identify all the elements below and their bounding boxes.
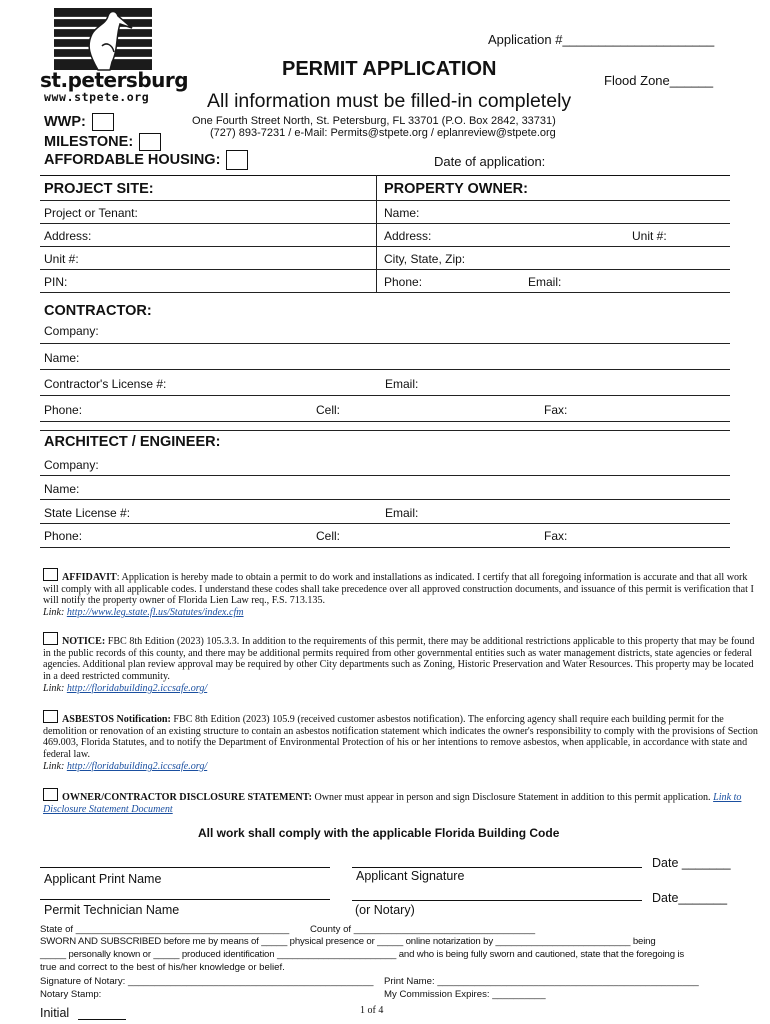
milestone-label: MILESTONE: xyxy=(44,133,134,150)
contractor-row-1 xyxy=(40,319,730,344)
contractor-row-2 xyxy=(40,343,730,370)
office-contact: (727) 893-7231 / e-Mail: Permits@stpete.org / eplanreview@stpete.org xyxy=(210,127,556,139)
notary-sworn-line[interactable]: SWORN AND SUBSCRIBED before me by means of _____ physical presence or _____ online notarization by __________________________ being xyxy=(40,936,656,947)
project-or-tenant-field[interactable]: Project or Tenant: xyxy=(44,206,138,220)
owner-city-state-zip-field[interactable]: City, State, Zip: xyxy=(384,252,466,266)
affordable-housing-label: AFFORDABLE HOUSING: xyxy=(44,151,221,168)
applicant-print-label: Applicant Print Name xyxy=(44,872,162,886)
architect-name-field[interactable]: Name: xyxy=(44,482,80,496)
wwp-label: WWP: xyxy=(44,113,86,130)
notice-paragraph xyxy=(43,632,763,695)
milestone-field xyxy=(44,133,161,151)
notary-stamp-label: Notary Stamp: xyxy=(40,989,102,1000)
owner-email-field[interactable]: Email: xyxy=(528,275,562,289)
milestone-checkbox[interactable] xyxy=(139,133,161,151)
logo-city-name: st.petersburg xyxy=(40,68,189,92)
tech-print-label: Permit Technician Name xyxy=(44,903,180,917)
notary-county[interactable]: County of __________________________________ xyxy=(310,924,536,935)
contractor-license-field[interactable]: Contractor's License #: xyxy=(44,377,167,391)
architect-cell-field[interactable]: Cell: xyxy=(316,529,341,543)
site-pin-field[interactable]: PIN: xyxy=(44,275,68,289)
contractor-company-field[interactable]: Company: xyxy=(44,324,99,338)
architect-phone-field[interactable]: Phone: xyxy=(44,529,83,543)
application-number[interactable]: Application #_____________________ xyxy=(488,32,715,47)
affidavit-text: : Application is hereby made to obtain a permit to do work and installations as indicated. I certify that all foregoing information is accurate and that all work will comply with all applicable codes. I understand these codes shall take precedence over all approved construction documents, and issuance of this permit is verification that I will notify the property owner of Florida Lien Law req., F.S. 713.135. xyxy=(43,572,754,607)
notice-checkbox[interactable] xyxy=(43,632,58,645)
notary-signature-line[interactable] xyxy=(352,900,642,901)
flood-zone[interactable]: Flood Zone______ xyxy=(604,73,714,88)
office-address: One Fourth Street North, St. Petersburg, FL 33701 (P.O. Box 2842, 33731) xyxy=(192,115,556,127)
affordable-housing-checkbox[interactable] xyxy=(226,150,248,170)
page-title: PERMIT APPLICATION xyxy=(282,58,497,80)
notice-link[interactable]: http://floridabuilding2.iccsafe.org/ xyxy=(66,682,208,694)
architect-email-field[interactable]: Email: xyxy=(385,506,419,520)
applicant-signature-label: Applicant Signature xyxy=(356,869,465,883)
contractor-row-4 xyxy=(40,395,730,422)
contractor-email-field[interactable]: Email: xyxy=(385,377,419,391)
architect-row-2 xyxy=(40,475,730,500)
initial-label: Initial xyxy=(40,1006,70,1020)
page-number: 1 of 4 xyxy=(360,1005,384,1016)
wwp-checkbox[interactable] xyxy=(92,113,114,131)
asbestos-paragraph xyxy=(43,710,763,773)
property-owner-title: PROPERTY OWNER: xyxy=(384,181,528,197)
wwp-field xyxy=(44,113,114,131)
owner-phone-field[interactable]: Phone: xyxy=(384,275,423,289)
contractor-cell-field[interactable]: Cell: xyxy=(316,403,341,417)
contractor-name-field[interactable]: Name: xyxy=(44,351,80,365)
site-owner-header-line xyxy=(40,200,730,201)
asbestos-link[interactable]: http://floridabuilding2.iccsafe.org/ xyxy=(66,760,208,772)
asbestos-text: FBC 8th Edition (2023) 105.9 (received customer asbestos notification). The enforcing agency shall require each building permit for the demolition or renovation of an existing structure to contain an asbestos notification statement which indicates the owner's responsibility to comply with the provisions of Section 469.003, Florida Statutes, and to notify the Department of Environmental Protection of his or her intentions to remove asbestos, when applicable, in accordance with state and federal law. xyxy=(43,714,758,761)
architect-title: ARCHITECT / ENGINEER: xyxy=(44,434,221,450)
architect-row-4 xyxy=(40,523,730,548)
architect-top-border xyxy=(40,430,730,431)
applicant-signature-line[interactable] xyxy=(352,867,642,868)
disclosure-paragraph xyxy=(43,788,763,815)
affidavit-checkbox[interactable] xyxy=(43,568,58,581)
contractor-fax-field[interactable]: Fax: xyxy=(544,403,568,417)
contractor-title: CONTRACTOR: xyxy=(44,303,152,319)
affidavit-link-label: Link: xyxy=(43,607,67,619)
affidavit-title: AFFIDAVIT xyxy=(62,572,117,583)
notary-print-name-field[interactable]: Print Name: _________________________________________________ xyxy=(384,976,699,987)
notary-signature-field[interactable]: Signature of Notary: ______________________________________________ xyxy=(40,976,374,987)
subtitle: All information must be filled-in completely xyxy=(207,90,572,112)
disclosure-title: OWNER/CONTRACTOR DISCLOSURE STATEMENT: xyxy=(62,792,312,803)
affidavit-paragraph xyxy=(43,568,763,619)
owner-address-field[interactable]: Address: xyxy=(384,229,432,243)
affordable-housing-field xyxy=(44,150,248,170)
asbestos-checkbox[interactable] xyxy=(43,710,58,723)
disclosure-link[interactable]: Link to Disclosure Statement Document xyxy=(43,792,742,815)
notice-text: FBC 8th Edition (2023) 105.3.3. In addition to the requirements of this permit, there may be additional restrictions applicable to this property that may be found in the public records of this county, and there may be additional permits required from other governmental entities such as water management districts, state agencies or federal agencies. Additional plan review approval may be required by other City departments such as Zoning, Historic Preservation and Water Resources. This property may be located in a deed restricted community. xyxy=(43,636,755,683)
date-field-1[interactable]: Date _______ xyxy=(652,856,731,870)
owner-unit-field[interactable]: Unit #: xyxy=(632,229,667,243)
disclosure-text: Owner must appear in person and sign Disclosure Statement in addition to this permit application. xyxy=(311,792,714,803)
asbestos-title: ASBESTOS Notification: xyxy=(62,714,171,725)
notary-identification-line[interactable]: _____ personally known or _____ produced identification _______________________ and who is being fully sworn and cautioned, state that the foregoing is xyxy=(40,949,685,960)
tech-print-line[interactable] xyxy=(40,899,330,900)
notice-title: NOTICE: xyxy=(62,636,106,647)
affidavit-link[interactable]: http://www.leg.state.fl.us/Statutes/index.cfm xyxy=(66,607,244,619)
project-site-title: PROJECT SITE: xyxy=(44,181,154,197)
architect-company-field[interactable]: Company: xyxy=(44,458,99,472)
comply-statement: All work shall comply with the applicable Florida Building Code xyxy=(198,826,560,840)
architect-fax-field[interactable]: Fax: xyxy=(544,529,568,543)
notary-true-correct: true and correct to the best of his/her knowledge or belief. xyxy=(40,962,285,973)
applicant-print-line[interactable] xyxy=(40,867,330,868)
date-field-2[interactable]: Date_______ xyxy=(652,891,728,905)
architect-license-field[interactable]: State License #: xyxy=(44,506,131,520)
site-owner-top-border xyxy=(40,175,730,176)
owner-name-field[interactable]: Name: xyxy=(384,206,420,220)
notary-state[interactable]: State of ________________________________________ xyxy=(40,924,290,935)
city-logo xyxy=(40,6,189,104)
date-of-application[interactable]: Date of application: xyxy=(434,154,546,169)
pelican-logo-icon xyxy=(40,6,165,76)
site-unit-field[interactable]: Unit #: xyxy=(44,252,79,266)
notary-commission-field[interactable]: My Commission Expires: __________ xyxy=(384,989,546,1000)
architect-row-1 xyxy=(40,451,730,476)
disclosure-checkbox[interactable] xyxy=(43,788,58,801)
contractor-phone-field[interactable]: Phone: xyxy=(44,403,83,417)
notice-link-label: Link: xyxy=(43,682,67,694)
logo-website: www.stpete.org xyxy=(44,90,150,104)
notary-label: (or Notary) xyxy=(355,903,415,917)
asbestos-link-label: Link: xyxy=(43,760,67,772)
initial-line[interactable] xyxy=(78,1019,126,1020)
site-address-field[interactable]: Address: xyxy=(44,229,92,243)
